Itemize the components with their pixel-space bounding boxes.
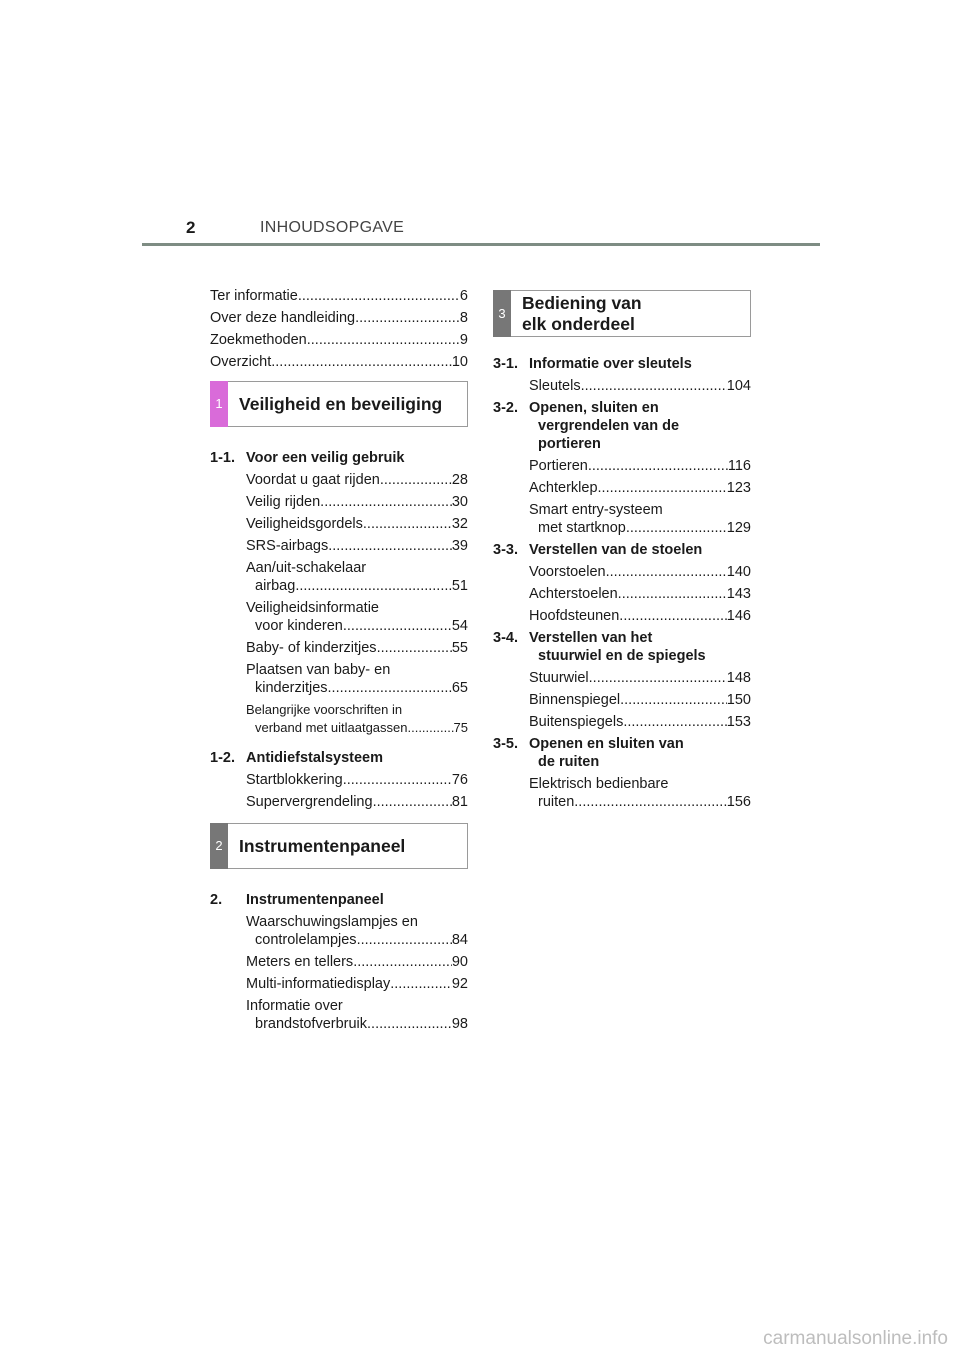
chapter-heading-2[interactable] <box>210 823 468 869</box>
header-title: INHOUDSOPGAVE <box>260 219 405 236</box>
header-rule <box>142 243 820 246</box>
toc-entry[interactable]: Multi-informatiedisplay ..... 92 <box>246 975 468 993</box>
toc-entry[interactable]: Plaatsen van baby- en kinderzitjes ..... 65 <box>246 661 468 697</box>
toc-entry[interactable]: Overzicht ..... 10 <box>210 353 468 371</box>
page-header <box>142 218 820 248</box>
chapter-tab: 1 <box>210 381 228 427</box>
chapter-heading-1[interactable] <box>210 381 468 427</box>
toc-entry[interactable]: Zoekmethoden ..... 9 <box>210 331 468 349</box>
chapter-title: Instrumentenpaneel <box>239 835 406 856</box>
toc-entry[interactable]: Veiligheidsinformatie voor kinderen ..... 54 <box>246 599 468 635</box>
toc-entry[interactable]: Stuurwiel ..... 148 <box>529 669 751 687</box>
toc-section: 2. Instrumentenpaneel Waarschuwingslampjes en controlelampjes ..... 84 Meters en tellers ..... 90 Multi-informatiedisplay ..... 92 Informatie over brandstofverbruik ..... 98 <box>210 891 468 1033</box>
toc-entry[interactable]: Ter informatie ..... 6 <box>210 287 468 305</box>
page-number: 2 <box>186 218 196 237</box>
toc-entry[interactable]: Elektrisch bedienbare ruiten ..... 156 <box>529 775 751 811</box>
toc-entry[interactable]: Voorstoelen ..... 140 <box>529 563 751 581</box>
toc-section: 1-1. Voor een veilig gebruik Voordat u gaat rijden ..... 28 Veilig rijden ..... 30 Veiligheidsgordels ..... 32 SRS-airbags ..... 39 Aan/uit-schakelaar airbag ..... 51 Veiligheidsinformatie voor kinderen ..... 54 Baby- of kinderzitjes ..... 55 Plaatsen van baby- en kinderzitjes ..... 65 Belangrijke voorschriften in verband met uitlaatgassen ..... 75 <box>210 449 468 737</box>
toc-right-column <box>493 290 751 815</box>
toc-entry[interactable]: Informatie over brandstofverbruik ..... 98 <box>246 997 468 1033</box>
toc-entry[interactable]: Sleutels ..... 104 <box>529 377 751 395</box>
toc-section: 3-2. Openen, sluiten en vergrendelen van de portieren Portieren ..... 116 Achterklep ..... 123 Smart entry-systeem met startknop ..... 129 <box>493 399 751 537</box>
chapter-tab: 2 <box>210 823 228 869</box>
toc-section: 3-5. Openen en sluiten van de ruiten Elektrisch bedienbare ruiten ..... 156 <box>493 735 751 811</box>
chapter-tab: 3 <box>493 290 511 337</box>
toc-entry[interactable]: Achterstoelen ..... 143 <box>529 585 751 603</box>
toc-entry[interactable]: Voordat u gaat rijden ..... 28 <box>246 471 468 489</box>
chapter-title: Bediening van elk onderdeel <box>522 292 642 334</box>
toc-left-column <box>210 287 468 1037</box>
toc-entry[interactable]: Startblokkering ..... 76 <box>246 771 468 789</box>
toc-entry[interactable]: Waarschuwingslampjes en controlelampjes ..... 84 <box>246 913 468 949</box>
toc-entry[interactable]: Smart entry-systeem met startknop ..... 129 <box>529 501 751 537</box>
toc-entry[interactable]: Baby- of kinderzitjes ..... 55 <box>246 639 468 657</box>
toc-entry[interactable]: Meters en tellers ..... 90 <box>246 953 468 971</box>
toc-entry[interactable]: Hoofdsteunen ..... 146 <box>529 607 751 625</box>
toc-entry[interactable]: Aan/uit-schakelaar airbag ..... 51 <box>246 559 468 595</box>
toc-entry[interactable]: SRS-airbags ..... 39 <box>246 537 468 555</box>
toc-entry[interactable]: Veiligheidsgordels ..... 32 <box>246 515 468 533</box>
toc-entry[interactable]: Portieren ..... 116 <box>529 457 751 475</box>
watermark: carmanualsonline.info <box>763 1328 948 1349</box>
toc-entry[interactable]: Belangrijke voorschriften in verband met uitlaatgassen ..... 75 <box>246 701 468 737</box>
toc-entry[interactable]: Achterklep ..... 123 <box>529 479 751 497</box>
toc-entry[interactable]: Veilig rijden ..... 30 <box>246 493 468 511</box>
chapter-heading-3[interactable] <box>493 290 751 337</box>
chapter-title: Veiligheid en beveiliging <box>239 393 443 414</box>
toc-entry[interactable]: Binnenspiegel ..... 150 <box>529 691 751 709</box>
toc-section: 3-1. Informatie over sleutels Sleutels ..... 104 <box>493 355 751 395</box>
toc-section: 3-4. Verstellen van het stuurwiel en de spiegels Stuurwiel ..... 148 Binnenspiegel ..... 150 Buitenspiegels ..... 153 <box>493 629 751 731</box>
toc-entry[interactable]: Supervergrendeling ..... 81 <box>246 793 468 811</box>
toc-section: 1-2. Antidiefstalsysteem Startblokkering ..... 76 Supervergrendeling ..... 81 <box>210 749 468 811</box>
toc-section: 3-3. Verstellen van de stoelen Voorstoelen ..... 140 Achterstoelen ..... 143 Hoofdsteunen ..... 146 <box>493 541 751 625</box>
toc-entry[interactable]: Buitenspiegels ..... 153 <box>529 713 751 731</box>
toc-entry[interactable]: Over deze handleiding ..... 8 <box>210 309 468 327</box>
